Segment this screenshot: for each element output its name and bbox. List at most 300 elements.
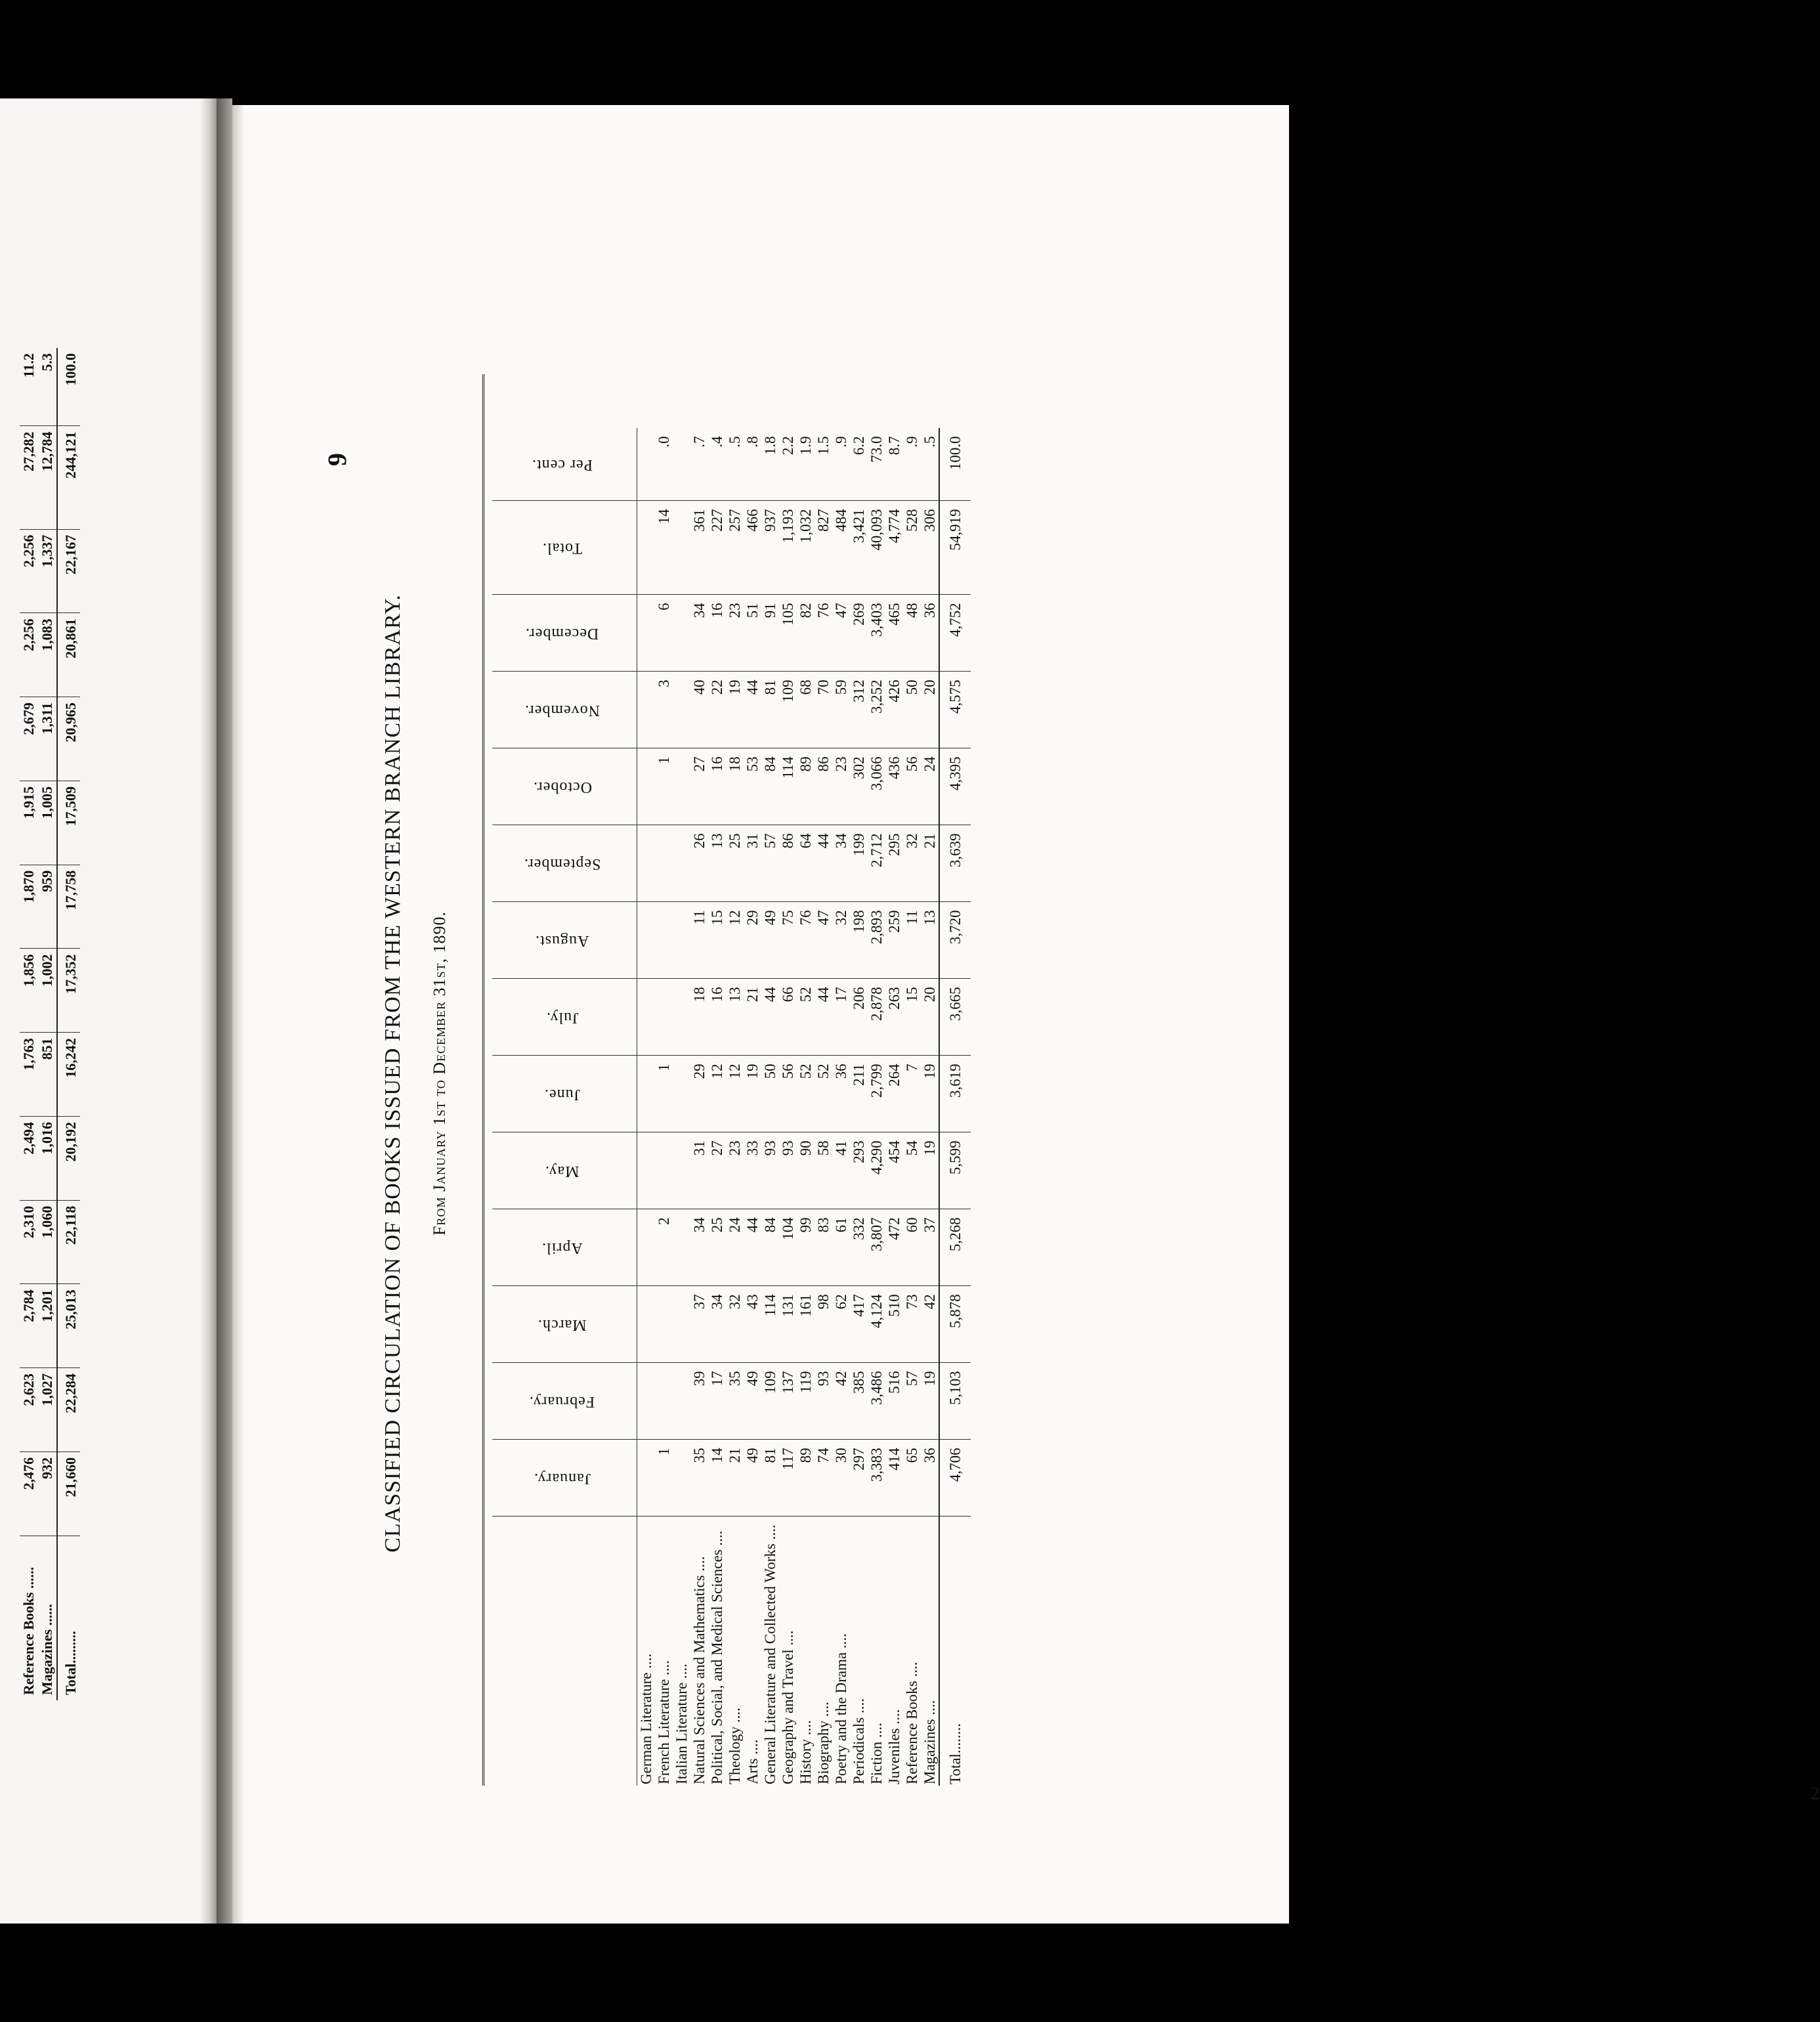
cell-value: 3,720 [939, 902, 971, 979]
cell-value: 17 [832, 979, 850, 1056]
cell-value [673, 501, 690, 595]
cell-value: 13 [726, 979, 744, 1056]
page-number: 9 [322, 453, 352, 466]
cell-value: 56 [903, 748, 921, 825]
cell-value: 29 [744, 902, 761, 979]
cell-value: 4,752 [939, 595, 971, 672]
cell-value: 54,919 [939, 501, 971, 595]
cell-value [637, 1132, 656, 1209]
cell-value [673, 595, 690, 672]
cell-value: 47 [832, 595, 850, 672]
cell-value [637, 672, 656, 748]
cell-value: 93 [815, 1363, 832, 1440]
cell-value: 30 [832, 1440, 850, 1516]
cell-value: 417 [850, 1286, 868, 1363]
cell-value: 90 [797, 1132, 815, 1209]
cell-value: 84 [761, 748, 779, 825]
cell-value: 510 [885, 1286, 903, 1363]
cell-value: 1,027 [38, 1368, 57, 1452]
cell-value: 89 [797, 748, 815, 825]
cell-value: 1,002 [38, 949, 57, 1033]
cell-value: 39 [690, 1363, 708, 1440]
cell-value: 1,856 [20, 949, 38, 1033]
table-row [673, 428, 690, 1786]
cell-value: 21 [726, 1440, 744, 1516]
cell-value: 1,763 [20, 1033, 38, 1117]
cell-value [637, 748, 656, 825]
cell-value: 76 [797, 902, 815, 979]
page-subtitle: From January 1st to December 31st, 1890. [430, 911, 449, 1236]
row-label: Magazines ...... [39, 1604, 55, 1695]
right-page-content [295, 361, 1820, 1804]
cell-value: 1,060 [38, 1200, 57, 1284]
cell-value: 17,352 [57, 949, 80, 1033]
cell-value: 16 [708, 748, 726, 825]
cell-value: 2,623 [20, 1368, 38, 1452]
cell-value: 47 [815, 902, 832, 979]
cell-value: 52 [797, 979, 815, 1056]
cell-value: 62 [832, 1286, 850, 1363]
cell-value [673, 428, 690, 501]
cell-value: 64 [797, 825, 815, 902]
cell-value: 6.2 [850, 428, 868, 501]
cell-value: 25 [726, 825, 744, 902]
cell-value: 5,103 [939, 1363, 971, 1440]
cell-value: 827 [815, 501, 832, 595]
cell-value: 35 [726, 1363, 744, 1440]
cell-value: 2.2 [779, 428, 797, 501]
table-row [20, 348, 38, 1700]
cell-value: 16 [708, 979, 726, 1056]
cell-value: 70 [815, 672, 832, 748]
cell-value: 49 [744, 1440, 761, 1516]
cell-value: 269 [850, 595, 868, 672]
cell-value: 86 [779, 825, 797, 902]
cell-value: 15 [708, 902, 726, 979]
cell-value: 37 [690, 1286, 708, 1363]
cell-value: 20 [921, 672, 939, 748]
circulation-table [492, 428, 971, 1786]
cell-value: 22,167 [57, 529, 80, 613]
cell-value: 73 [903, 1286, 921, 1363]
cell-value: 1,005 [38, 781, 57, 865]
cell-value: 528 [903, 501, 921, 595]
cell-value: 1,311 [38, 697, 57, 781]
cell-value: 49 [761, 902, 779, 979]
table-row [761, 428, 779, 1786]
cell-value: 82 [797, 595, 815, 672]
column-header [492, 748, 637, 825]
cell-value: 1,083 [38, 613, 57, 697]
cell-value: 93 [761, 1132, 779, 1209]
table-row [868, 428, 885, 1786]
table-row [57, 348, 80, 1700]
column-header-label: March. [538, 1316, 587, 1333]
cell-value: 1,201 [38, 1284, 57, 1368]
cell-value: 306 [921, 501, 939, 595]
cell-value: 24 [726, 1209, 744, 1286]
cell-value: 2,799 [868, 1056, 885, 1132]
cell-value: 3,665 [939, 979, 971, 1056]
cell-value: 932 [38, 1452, 57, 1536]
row-label: German Literature .... [638, 1653, 654, 1784]
cell-value [637, 825, 656, 902]
cell-value: 23 [726, 595, 744, 672]
cell-value: .5 [921, 428, 939, 501]
cell-value: 3,421 [850, 501, 868, 595]
cell-value: 75 [779, 902, 797, 979]
cell-value: 3,252 [868, 672, 885, 748]
cell-value: 2,712 [868, 825, 885, 902]
cell-value: 12 [726, 1056, 744, 1132]
row-label: Natural Sciences and Mathematics .... [691, 1556, 708, 1784]
table-row [708, 428, 726, 1786]
row-label: Poetry and the Drama .... [833, 1633, 849, 1784]
cell-value: 59 [832, 672, 850, 748]
cell-value: 6 [655, 595, 673, 672]
cell-value [673, 979, 690, 1056]
cell-value: 19 [921, 1363, 939, 1440]
row-label: Periodicals .... [851, 1698, 867, 1784]
cell-value: 49 [744, 1363, 761, 1440]
column-header [492, 1209, 637, 1286]
cell-value: 211 [850, 1056, 868, 1132]
cell-value: 5,878 [939, 1286, 971, 1363]
cell-value [673, 672, 690, 748]
column-header-label: August. [535, 932, 589, 949]
cell-value [655, 979, 673, 1056]
cell-value: 12 [708, 1056, 726, 1132]
cell-value: 3,486 [868, 1363, 885, 1440]
cell-value: 15 [903, 979, 921, 1056]
row-label: Reference Books ...... [20, 1566, 37, 1695]
cell-value: 93 [779, 1132, 797, 1209]
column-header [492, 1056, 637, 1132]
cell-value: 426 [885, 672, 903, 748]
cell-value: 23 [832, 748, 850, 825]
cell-value: 198 [850, 902, 868, 979]
cell-value: 91 [761, 595, 779, 672]
cell-value: 42 [921, 1286, 939, 1363]
cell-value: 4,124 [868, 1286, 885, 1363]
cell-value: 14 [708, 1440, 726, 1516]
cell-value: 13 [708, 825, 726, 902]
cell-value: 137 [779, 1363, 797, 1440]
cell-value: 18 [726, 748, 744, 825]
cell-value: 2,784 [20, 1284, 38, 1368]
cell-value [673, 1286, 690, 1363]
cell-value: 3,807 [868, 1209, 885, 1286]
cell-value: .9 [832, 428, 850, 501]
cell-value: 19 [921, 1132, 939, 1209]
cell-value [673, 1363, 690, 1440]
cell-value: 43 [744, 1286, 761, 1363]
cell-value: 22,118 [57, 1200, 80, 1284]
page-title: CLASSIFIED CIRCULATION OF BOOKS ISSUED FROM THE WESTERN BRANCH LIBRARY. [381, 594, 405, 1553]
cell-percent: 100.0 [57, 348, 80, 426]
cell-value: 54 [903, 1132, 921, 1209]
table-row [885, 428, 903, 1786]
cell-value: 5,268 [939, 1209, 971, 1286]
cell-value: 465 [885, 595, 903, 672]
cell-value: 20,192 [57, 1116, 80, 1200]
cell-value: 2,310 [20, 1200, 38, 1284]
cell-value: 44 [744, 672, 761, 748]
cell-value: .5 [726, 428, 744, 501]
cell-value: 2 [655, 1209, 673, 1286]
column-header-label: May. [545, 1162, 580, 1180]
cell-value: 57 [761, 825, 779, 902]
cell-value: 5,599 [939, 1132, 971, 1209]
cell-value: 81 [761, 1440, 779, 1516]
cell-value [637, 1363, 656, 1440]
cell-percent: 5.3 [38, 348, 57, 426]
cell-value: 3,383 [868, 1440, 885, 1516]
cell-value: 472 [885, 1209, 903, 1286]
cell-value: 466 [744, 501, 761, 595]
row-label: Total......... [57, 1536, 80, 1700]
table-row [797, 428, 815, 1786]
table-row [637, 428, 656, 1786]
cell-percent: 11.2 [20, 348, 38, 426]
column-header [492, 825, 637, 902]
cell-value: 12,784 [38, 426, 57, 529]
column-header [492, 1440, 637, 1516]
cell-value: 2,476 [20, 1452, 38, 1536]
cell-value [637, 1286, 656, 1363]
cell-value: 40 [690, 672, 708, 748]
cell-value: 109 [779, 672, 797, 748]
cell-value: 1 [655, 748, 673, 825]
cell-value: 37 [921, 1209, 939, 1286]
cell-value: 23 [726, 1132, 744, 1209]
column-header-label: September. [523, 855, 601, 872]
cell-value: 4,395 [939, 748, 971, 825]
table-row [815, 428, 832, 1786]
cell-value: 44 [761, 979, 779, 1056]
row-label: Political, Social, and Medical Sciences .... [709, 1530, 725, 1784]
cell-value: 3,066 [868, 748, 885, 825]
left-page-fragment [20, 348, 236, 1700]
cell-value: 436 [885, 748, 903, 825]
cell-value: 2,679 [20, 697, 38, 781]
cell-value: 257 [726, 501, 744, 595]
column-header-label: April. [541, 1239, 583, 1257]
cell-value: 1,016 [38, 1116, 57, 1200]
cell-value: 32 [903, 825, 921, 902]
cell-value: 2,256 [20, 529, 38, 613]
left-page-number: 2 [1811, 1784, 1820, 1804]
cell-value: 259 [885, 902, 903, 979]
row-label: General Literature and Collected Works .... [762, 1524, 778, 1784]
row-label: Juveniles .... [886, 1709, 902, 1784]
column-header [492, 428, 637, 501]
cell-value: 8.7 [885, 428, 903, 501]
cell-value: 58 [815, 1132, 832, 1209]
cell-value: 104 [779, 1209, 797, 1286]
cell-value: 3 [655, 672, 673, 748]
cell-value: 1.8 [761, 428, 779, 501]
cell-value: 61 [832, 1209, 850, 1286]
cell-value: 206 [850, 979, 868, 1056]
cell-value: 414 [885, 1440, 903, 1516]
cell-value: 42 [832, 1363, 850, 1440]
cell-value: 25,013 [57, 1284, 80, 1368]
cell-value [673, 902, 690, 979]
cell-value: 17,509 [57, 781, 80, 865]
cell-value: 244,121 [57, 426, 80, 529]
cell-value: 7 [903, 1056, 921, 1132]
cell-value: 81 [761, 672, 779, 748]
column-header-label: July. [545, 1008, 579, 1026]
cell-value: 44 [815, 979, 832, 1056]
cell-value: 1.9 [797, 428, 815, 501]
cell-value: 36 [832, 1056, 850, 1132]
row-label: Geography and Travel .... [780, 1630, 796, 1784]
cell-value: .4 [708, 428, 726, 501]
column-header [492, 672, 637, 748]
cell-value [637, 1209, 656, 1286]
cell-value: 50 [903, 672, 921, 748]
cell-value: 199 [850, 825, 868, 902]
cell-value: 361 [690, 501, 708, 595]
cell-value [673, 1056, 690, 1132]
cell-value [673, 1209, 690, 1286]
cell-value: 24 [921, 748, 939, 825]
cell-value: 21 [921, 825, 939, 902]
cell-value: 161 [797, 1286, 815, 1363]
total-row [939, 428, 971, 1786]
column-header [492, 902, 637, 979]
column-header [492, 595, 637, 672]
cell-value: 21 [744, 979, 761, 1056]
table-row [655, 428, 673, 1786]
column-header-label: December. [525, 624, 599, 642]
cell-value: 56 [779, 1056, 797, 1132]
cell-value: 34 [708, 1286, 726, 1363]
cell-value: 332 [850, 1209, 868, 1286]
column-header-label: October. [532, 778, 592, 796]
cell-value: .8 [744, 428, 761, 501]
cell-value: 3,639 [939, 825, 971, 902]
cell-value: 44 [815, 825, 832, 902]
cell-value: 51 [744, 595, 761, 672]
cell-value: 114 [779, 748, 797, 825]
cell-value: 4,774 [885, 501, 903, 595]
column-header-label: Total. [542, 539, 582, 557]
cell-value: .7 [690, 428, 708, 501]
cell-value: 851 [38, 1033, 57, 1117]
table-row [832, 428, 850, 1786]
cell-value: 53 [744, 748, 761, 825]
left-page-table [20, 348, 80, 1700]
cell-value: 302 [850, 748, 868, 825]
cell-value: 119 [797, 1363, 815, 1440]
cell-value: 34 [690, 595, 708, 672]
row-label: History .... [797, 1720, 814, 1784]
cell-value: 41 [832, 1132, 850, 1209]
table-row [850, 428, 868, 1786]
cell-value [673, 1440, 690, 1516]
row-label: Magazines .... [921, 1700, 938, 1784]
cell-value: 34 [690, 1209, 708, 1286]
cell-value: 31 [744, 825, 761, 902]
table-row [779, 428, 797, 1786]
cell-value: 3,403 [868, 595, 885, 672]
cell-value: 84 [761, 1209, 779, 1286]
row-label: Reference Books .... [904, 1662, 920, 1784]
cell-value: 11 [903, 902, 921, 979]
cell-value: 36 [921, 1440, 939, 1516]
column-header [492, 1363, 637, 1440]
cell-value: 1,032 [797, 501, 815, 595]
cell-value: .9 [903, 428, 921, 501]
cell-value: 99 [797, 1209, 815, 1286]
column-header-label: February. [529, 1392, 595, 1410]
cell-value: 2,893 [868, 902, 885, 979]
cell-value: 385 [850, 1363, 868, 1440]
cell-value: 74 [815, 1440, 832, 1516]
cell-value [637, 902, 656, 979]
cell-value: 11 [690, 902, 708, 979]
cell-value: 14 [655, 501, 673, 595]
cell-value [673, 825, 690, 902]
cell-value: 50 [761, 1056, 779, 1132]
column-header-label: November. [524, 701, 600, 719]
cell-value: 17 [708, 1363, 726, 1440]
cell-value: 117 [779, 1440, 797, 1516]
cell-value: 1,193 [779, 501, 797, 595]
row-label: Arts .... [744, 1739, 761, 1784]
cell-value: .0 [655, 428, 673, 501]
column-header-label: January. [533, 1469, 591, 1487]
cell-value: 109 [761, 1363, 779, 1440]
cell-value: 40,093 [868, 501, 885, 595]
cell-value: 1,915 [20, 781, 38, 865]
cell-value [637, 595, 656, 672]
cell-value: 19 [744, 1056, 761, 1132]
cell-value: 4,706 [939, 1440, 971, 1516]
cell-value: 21,660 [57, 1452, 80, 1536]
column-header [492, 1132, 637, 1209]
cell-value: 27 [708, 1132, 726, 1209]
cell-value [673, 1132, 690, 1209]
cell-value: 32 [726, 1286, 744, 1363]
cell-value: 76 [815, 595, 832, 672]
cell-value [637, 979, 656, 1056]
category-header [492, 1516, 637, 1786]
cell-value: 312 [850, 672, 868, 748]
table-row [690, 428, 708, 1786]
cell-value: 19 [726, 672, 744, 748]
cell-value [637, 1440, 656, 1516]
cell-value: 25 [708, 1209, 726, 1286]
cell-value: 44 [744, 1209, 761, 1286]
row-label: Italian Literature .... [673, 1664, 690, 1784]
cell-value: 22,284 [57, 1368, 80, 1452]
column-header-label: Per cent. [532, 456, 593, 473]
cell-value: 68 [797, 672, 815, 748]
cell-value: 454 [885, 1132, 903, 1209]
cell-value [637, 428, 656, 501]
cell-value: 17,758 [57, 865, 80, 949]
cell-value: 295 [885, 825, 903, 902]
cell-value: 19 [921, 1056, 939, 1132]
column-header [492, 501, 637, 595]
cell-value: 86 [815, 748, 832, 825]
cell-value [655, 902, 673, 979]
cell-value: 484 [832, 501, 850, 595]
